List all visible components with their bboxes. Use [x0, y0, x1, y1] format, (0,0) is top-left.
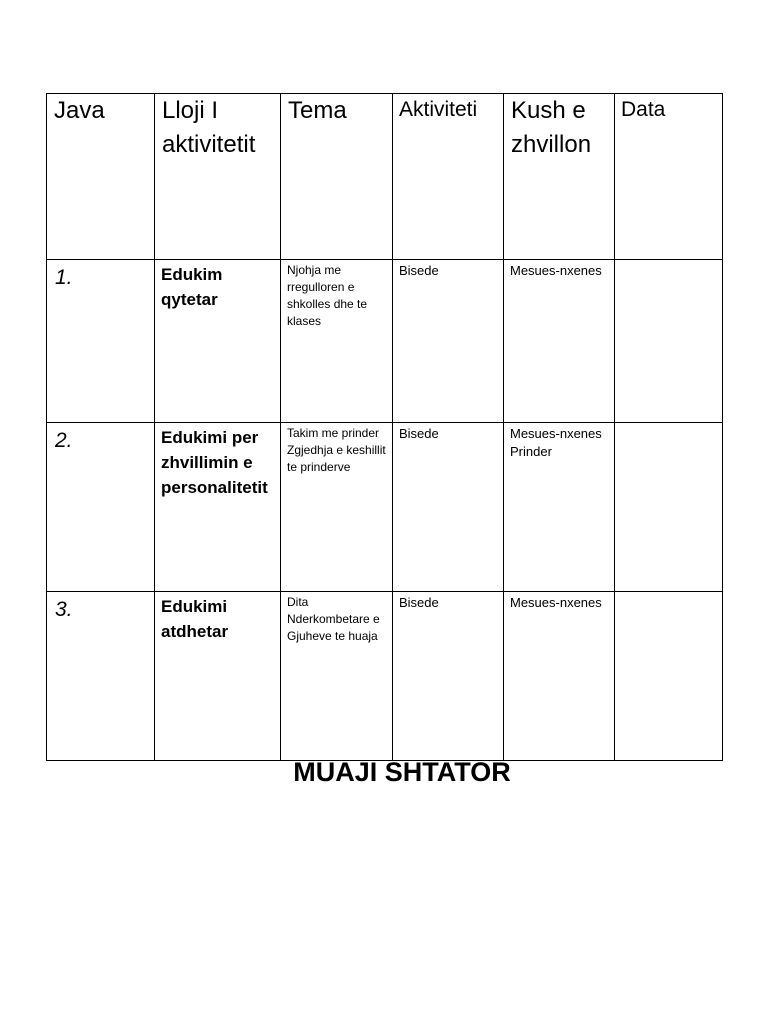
date-cell	[615, 592, 723, 761]
header-date: Data	[615, 94, 723, 260]
week-cell: 3.	[47, 592, 155, 761]
week-cell: 1.	[47, 260, 155, 423]
activity-cell: Bisede	[393, 592, 504, 761]
activity-plan-table	[46, 93, 723, 761]
header-activity: Aktiviteti	[393, 94, 504, 260]
who-cell: Mesues-nxenes Prinder	[504, 423, 615, 592]
table-header-row	[47, 94, 723, 260]
who-cell: Mesues-nxenes	[504, 260, 615, 423]
date-cell	[615, 260, 723, 423]
activity-type-cell: Edukimi per zhvillimin e personalitetit	[155, 423, 281, 592]
header-who-conducts: Kush e zhvillon	[504, 94, 615, 260]
header-theme: Tema	[281, 94, 393, 260]
month-title: MUAJI SHTATOR	[293, 757, 511, 787]
table-row	[47, 592, 723, 761]
table-row	[47, 423, 723, 592]
theme-cell: Njohja me rregulloren e shkolles dhe te klases	[281, 260, 393, 423]
header-week: Java	[47, 94, 155, 260]
activity-type-cell: Edukimi atdhetar	[155, 592, 281, 761]
activity-cell: Bisede	[393, 423, 504, 592]
table-row	[47, 260, 723, 423]
theme-cell: Dita Nderkombetare e Gjuheve te huaja	[281, 592, 393, 761]
week-cell: 2.	[47, 423, 155, 592]
activity-cell: Bisede	[393, 260, 504, 423]
date-cell	[615, 423, 723, 592]
theme-cell: Takim me prinder Zgjedhja e keshillit te prinderve	[281, 423, 393, 592]
header-activity-type: Lloji I aktivitetit	[155, 94, 281, 260]
who-cell: Mesues-nxenes	[504, 592, 615, 761]
activity-type-cell: Edukim qytetar	[155, 260, 281, 423]
